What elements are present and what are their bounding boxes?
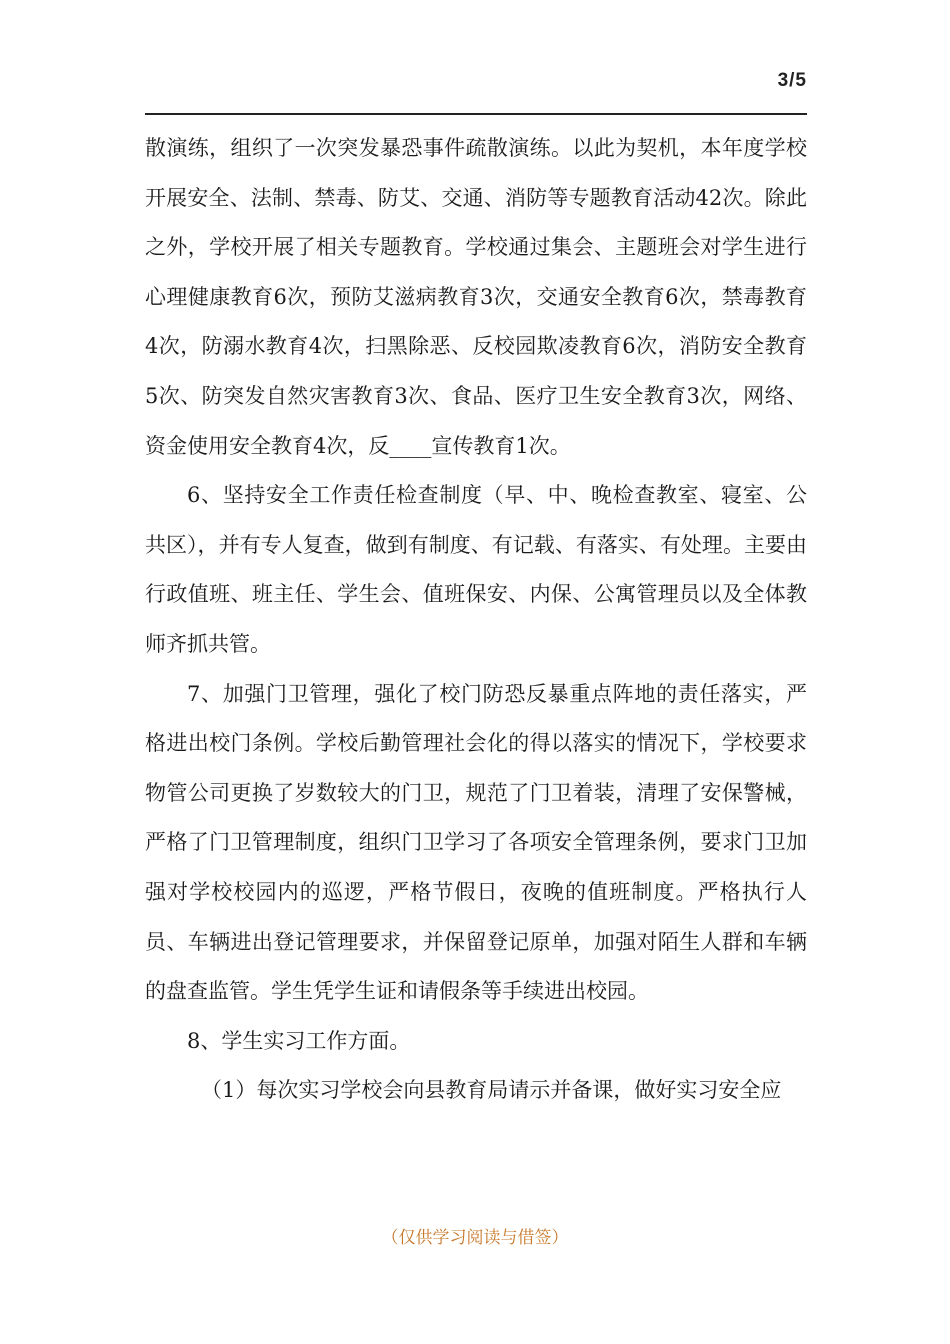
paragraph-sub-item-1: （1）每次实习学校会向县教育局请示并备课，做好实习安全应	[201, 1078, 782, 1103]
paragraph-item-8: 8、学生实习工作方面。	[187, 1028, 411, 1053]
paragraph-item-7: 7、加强门卫管理，强化了校门防恐反暴重点阵地的责任落实，严格进出校门条例。学校后勤管理社会化的得以落实的情况下，学校要求物管公司更换了岁数较大的门卫，规范了门卫着装，清理了安保警械，严格了门卫管理制度，组织门卫学习了各项安全管理条例，要求门卫加强对学校校园内的巡逻，严格节假日，夜晚的值班制度。严格执行人员、车辆进出登记管理要求，并保留登记原单，加强对陌生人群和车辆的盘查监管。学生凭学生证和请假条等手续进出校园。	[145, 681, 807, 1004]
page-number: 3/5	[777, 70, 807, 91]
header-divider	[145, 113, 807, 115]
paragraph-item-6: 6、坚持安全工作责任检查制度（早、中、晚检查教室、寝室、公共区），并有专人复查，做到有制度、有记载、有落实、有处理。主要由行政值班、班主任、学生会、值班保安、内保、公寓管理员以及全体教师齐抓共管。	[145, 483, 807, 656]
footer-note: （仅供学习阅读与借签）	[381, 1228, 569, 1248]
document-body	[145, 124, 807, 1116]
paragraph-continued: 散演练，组织了一次突发暴恐事件疏散演练。以此为契机，本年度学校开展安全、法制、禁毒、防艾、交通、消防等专题教育活动42次。除此之外，学校开展了相关专题教育。学校通过集会、主题班会对学生进行心理健康教育6次，预防艾滋病教育3次，交通安全教育6次，禁毒教育4次，防溺水教育4次，扫黑除恶、反校园欺凌教育6次，消防安全教育5次、防突发自然灾害教育3次、食品、医疗卫生安全教育3次，网络、资金使用安全教育4次，反____宣传教育1次。	[145, 136, 807, 458]
